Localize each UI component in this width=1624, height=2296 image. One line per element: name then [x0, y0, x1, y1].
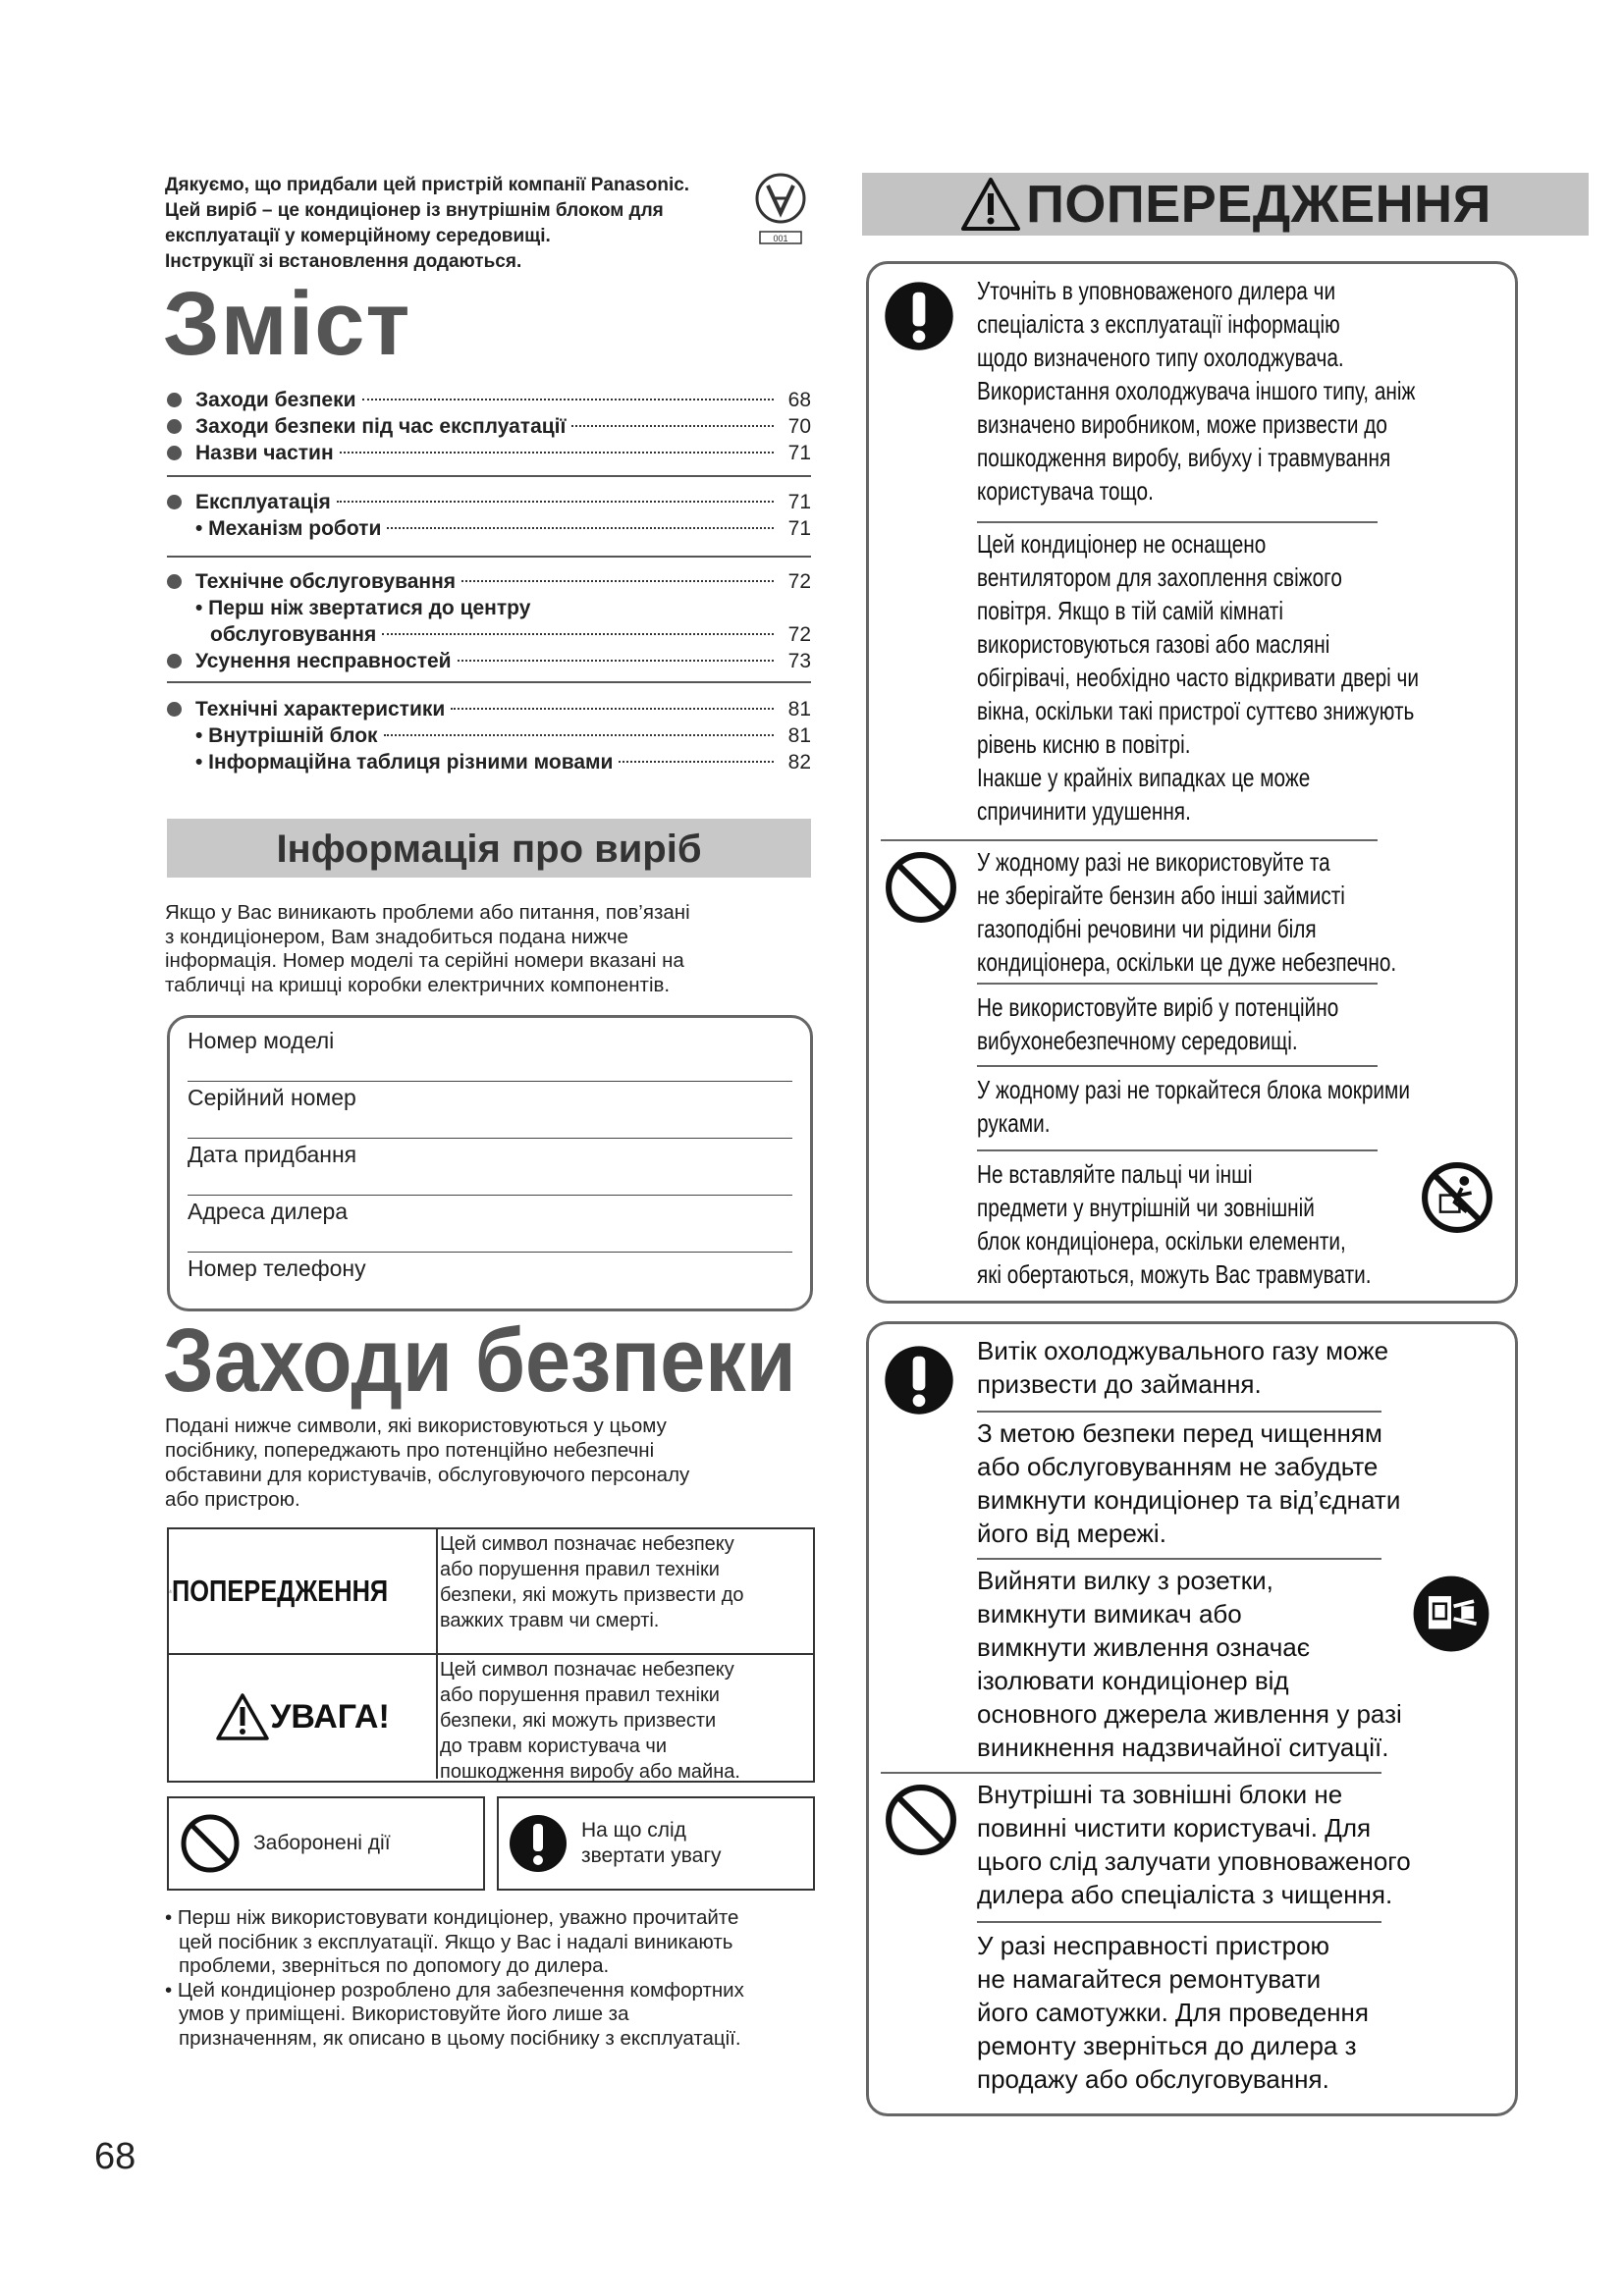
symbol-row-caution	[169, 1653, 813, 1783]
intro-line: Дякуємо, що придбали цей пристрій компанії Panasonic.	[165, 175, 690, 195]
legend-attention: На що слід звертати увагу	[497, 1796, 815, 1891]
warning-item: Витік охолоджувального газу може призвести до займання.	[977, 1336, 1389, 1399]
legend-prohibited: Заборонені дії	[167, 1796, 485, 1891]
intro-line: експлуатації у комерційному середовищі.	[165, 226, 551, 246]
product-info-header: Інформація про виріб	[167, 819, 811, 878]
toc-entry[interactable]: • Внутрішній блок 81	[195, 724, 811, 747]
bullet-icon	[167, 654, 182, 668]
prohibited-icon	[883, 849, 959, 926]
bullet-icon	[167, 419, 182, 434]
serial-number-field[interactable]: Серійний номер	[188, 1083, 792, 1139]
bullet-icon	[167, 446, 182, 460]
safety-intro-text: Подані нижче символи, які використовуються у цьому посібнику, попереджають про потенційно небезпечні обставини для користувачів, обслуговуючого персоналу або пристрою.	[165, 1415, 690, 1511]
product-info-text: Якщо у Вас виникають проблеми або питання, пов’язані з кондиціонером, Вам знадобиться подана нижче інформація. Номер моделі та серійні номери вказані на табличці на кришці коробки електричних компонентів.	[165, 901, 690, 996]
toc-entry[interactable]: • Механізм роботи 71	[195, 517, 811, 540]
warning-box	[866, 1321, 1518, 2116]
toc-entry[interactable]: • Перш ніж звертатися до центру	[195, 597, 531, 619]
intro-line: Інструкції зі встановлення додаються.	[165, 251, 522, 272]
page-number: 68	[94, 2136, 136, 2177]
mandatory-attention-icon	[883, 1344, 955, 1416]
toc-entry[interactable]: Технічне обслуговування 72	[167, 568, 811, 595]
certification-mark	[748, 169, 813, 249]
no-fingers-in-fan-icon	[1419, 1159, 1495, 1236]
toc-entry[interactable]: Технічні характеристики 81	[167, 696, 811, 722]
bullet-icon	[167, 702, 182, 717]
warning-item: Внутрішні та зовнішні блоки не повинні чистити користувачі. Для цього слід залучати уповноваженого дилера або спеціаліста з чищення.	[977, 1780, 1411, 1909]
toc-entry[interactable]: Заходи безпеки 68	[167, 387, 811, 413]
warning-header-title: ПОПЕРЕДЖЕННЯ	[1026, 175, 1491, 234]
phone-number-field[interactable]: Номер телефону	[188, 1255, 366, 1281]
unplug-power-icon	[1411, 1574, 1491, 1654]
toc-entry[interactable]: • Інформаційна таблиця різними мовами 82	[195, 751, 811, 774]
safety-title: Заходи безпеки	[163, 1310, 796, 1411]
warning-item: Вийняти вилку з розетки, вимкнути вимикач або вимкнути живлення означає ізолювати кондиціонер від основного джерела живлення у разі виникнення надзвичайної ситуації.	[977, 1566, 1402, 1762]
symbol-description: Цей символ позначає небезпеку або порушення правил техніки безпеки, які можуть призвести до травм користувача чи пошкодження виробу або майна.	[440, 1659, 740, 1783]
bullet-icon	[167, 495, 182, 509]
warning-item: Не вставляйте пальці чи інші предмети у внутрішній чи зовнішній блок кондиціонера, оскільки елементи, які обертаються, можуть Вас травмувати.	[977, 1159, 1372, 1289]
toc-entry[interactable]: Експлуатація 71	[167, 489, 811, 515]
warning-label: ПОПЕРЕДЖЕННЯ	[172, 1574, 389, 1608]
toc-divider	[167, 475, 811, 477]
intro-line: Цей виріб – це кондиціонер із внутрішнім блоком для	[165, 200, 664, 221]
warning-item: У жодному разі не торкайтеся блока мокрими руками.	[977, 1075, 1410, 1138]
bullet-icon	[167, 393, 182, 407]
warning-item: Уточніть в уповноваженого дилера чи спеціаліста з експлуатації інформацію щодо визначеного типу охолоджувача. Використання охолоджувача іншого типу, аніж визначено виробником, може призвести до пошкодження виробу, вибуху і травмування користувача тощо.	[977, 276, 1416, 506]
safety-notes: • Перш ніж використовувати кондиціонер, уважно прочитайте цей посібник з експлуатації. Якщо у Вас і надалі виникають проблеми, зверніться по допомогу до дилера. • Цей кондиціонер розроблено для забезпечення комфортних умов у приміщені. Використовуйте його лише за призначенням, як описано в цьому посібнику з експлуатації.	[165, 1906, 744, 2050]
symbol-description: Цей символ позначає небезпеку або порушення правил техніки безпеки, які можуть призвести до важких травм чи смерті.	[440, 1533, 744, 1631]
symbol-row-warning	[169, 1529, 813, 1653]
warning-box	[866, 261, 1518, 1304]
warning-item: У разі несправності пристрою не намагайтеся ремонтувати його самотужки. Для проведення ремонту зверніться до дилера з продажу або обслуговування.	[977, 1931, 1369, 2094]
model-number-field[interactable]: Номер моделі	[188, 1026, 792, 1082]
toc-entry[interactable]: Заходи безпеки під час експлуатації 70	[167, 413, 811, 440]
warning-item: З метою безпеки перед чищенням або обслуговуванням не забудьте вимкнути кондиціонер та від’єднати його від мережі.	[977, 1418, 1401, 1548]
warning-item: У жодному разі не використовуйте та не зберігайте бензин або інші займисті газоподібні речовини чи рідини біля кондиціонера, оскільки це дуже небезпечно.	[977, 847, 1397, 977]
toc-entry[interactable]: Назви частин 71	[167, 440, 811, 466]
mandatory-attention-icon	[883, 280, 955, 352]
mandatory-attention-icon	[507, 1812, 569, 1875]
prohibited-icon	[179, 1812, 242, 1875]
symbol-table	[167, 1527, 815, 1783]
intro-text	[165, 173, 744, 275]
bullet-icon	[167, 574, 182, 589]
toc-group	[167, 696, 811, 775]
caution-triangle-icon	[215, 1692, 270, 1741]
toc-group	[167, 568, 811, 674]
warning-triangle-icon	[959, 176, 1022, 233]
caution-label: УВАГА!	[270, 1697, 390, 1735]
toc-divider	[167, 681, 811, 683]
warning-item: Не використовуйте виріб у потенційно вибухонебезпечному середовищі.	[977, 992, 1339, 1055]
toc-group	[167, 489, 811, 542]
warning-header	[862, 173, 1589, 236]
toc-entry[interactable]: обслуговування 72	[210, 623, 811, 646]
ukrsepro-mark-icon	[748, 169, 813, 249]
toc-group	[167, 387, 811, 466]
purchase-date-field[interactable]: Дата придбання	[188, 1140, 792, 1196]
warning-item: Цей кондиціонер не оснащено вентилятором для захоплення свіжого повітря. Якщо в тій самій кімнаті використовуються газові або масляні обігрівачі, необхідно часто відкривати двері чи вікна, оскільки такі пристрої суттєво знижують рівень кисню в повітрі. Інакше у крайніх випадках це може спричинити удушення.	[977, 529, 1419, 826]
toc-title: Зміст	[163, 274, 411, 374]
toc-divider	[167, 556, 811, 558]
dealer-address-field[interactable]: Адреса дилера	[188, 1197, 792, 1253]
prohibited-icon	[883, 1782, 959, 1858]
product-info-form	[167, 1015, 813, 1311]
toc-entry[interactable]: Усунення несправностей 73	[167, 648, 811, 674]
svg-text:001: 001	[773, 234, 788, 243]
